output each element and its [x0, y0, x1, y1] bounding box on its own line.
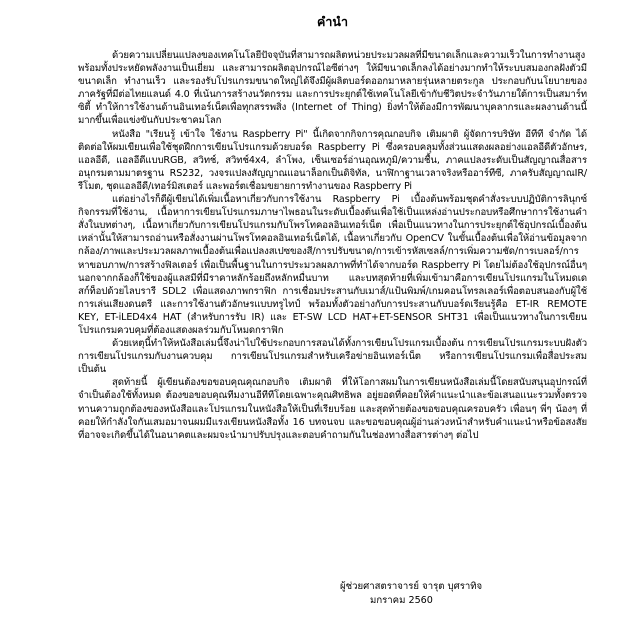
- author-name: ผู้ช่วยศาสตราจารย์ จารุต บุศราทิจ: [340, 581, 483, 592]
- paragraph-3: แต่อย่างไรก็ดีผู้เขียนได้เพิ่มเนื้อหาเกี่ยวกับการใช้งาน Raspberry Pi เบื้องต้นพร้อมชุดคำสั่งระบบปฏิบัติการลินุกซ์กิจกรรมที่ใช้งาน, เนื้อหาการเขียนโปรแกรมภาษาไพธอนในระดับเบื้องต้นเพื่อใช้เป็นแหล่งอ่านประกอบหรือศึกษาการใช้งานคำสั่งในบทต่างๆ, เนื้อหาเกี่ยวกับการเขียนโปรแกรมกับโพรโทคอลอินเทอร์เน็ต เพื่อเป็นแนวทางในการประยุกต์ใช้อุปกรณ์เบื้องต้นเหล่านั้นให้สามารถอ่านหรือสั่งงานผ่านโพรโทคอลอินเทอร์เน็ตได้, เนื้อหาเกี่ยวกับ OpenCV ในขั้นเบื้องต้นเพื่อให้อ่านข้อมูลจากกล้อง/ภาพและประมวลผลภาพเบื้องต้นเพื่อแปลงสเปซของสี/การปรับขนาด/การเข้ารหัสเซลล์/การเพิ่มความชัด/การเบลอร์/การหาขอบภาพ/การสร้างฟิลเตอร์ เพื่อเป็นพื้นฐานในการประมวลผลภาพที่ทำได้จากบอร์ด Raspberry Pi โดยไม่ต้องใช้อุปกรณ์อื่นๆ นอกจากกล้องก็ใช้ของผู้แลสมีที่มีราคาหลักร้อยถึงหลักหมื่นบาท และบทสุดท้ายที่เพิ่มเข้ามาคือการเขียนโปรแกรมในโหมดเดสก์ท็อปด้วยไลบรารี SDL2 เพื่อแสดงภาพกราฟิก การเชื่อมประสานกับเมาส์/แป้นพิมพ์/เกมคอนโทรลเลอร์เพื่อตอบสนองกับผู้ใช้ การเล่นเสียงดนตรี และการใช้งานตัวอักษรแบบทรูไทป์ พร้อมทั้งตัวอย่างกับการประสานกับบอร์ดเรียนรู้คือ ET-IR REMOTE KEY, ET-iLED4x4 HAT (สำหรับการรับ IR) และ ET-SW LCD HAT+ET-SENSOR SHT31 เพื่อเป็นแนวทางในการเขียนโปรแกรมควบคุมที่ต้องแสดงผลร่วมกับโหมดกราฟิก: [78, 194, 587, 336]
- signature-block: [340, 580, 482, 608]
- signature-date: มกราคม 2560: [370, 595, 433, 606]
- paragraph-4: ด้วยเหตุนี้ทำให้หนังสือเล่มนี้จึงน่าไปใช้ประกอบการสอนได้ทั้งการเขียนโปรแกรมเบื้องต้น การเขียนโปรแกรมระบบฝังตัว การเขียนโปรแกรมกับงานควบคุม การเขียนโปรแกรมสำหรับเครือข่ายอินเทอร์เน็ต หรือการเขียนโปรแกรมเพื่อสื่อประสม เป็นต้น: [78, 338, 587, 376]
- paragraph-5: สุดท้ายนี้ ผู้เขียนต้องขอขอบคุณคุณกอบกิจ เติมผาติ ที่ให้โอกาสผมในการเขียนหนังสือเล่มนี้โดยสนับสนุนอุปกรณ์ที่จำเป็นต้องใช้ทั้งหมด ต้องขอขอบคุณทีมงานอีทีทีโดยเฉพาะคุณศิทธิพล อยู่ยอดที่คอยให้คำแนะนำและข้อเสนอแนะรวมทั้งตรวจทานความถูกต้องของหนังสือและโปรแกรมในหนังสือให้เป็นที่เรียบร้อย และสุดท้ายต้องขอขอบคุณครอบครัว เพื่อนๆ พี่ๆ น้องๆ ที่คอยให้กำลังใจกันเสมอมาจนผมมีแรงเขียนหนังสือทั้ง 16 บทจนจบ และขอขอบคุณผู้อ่านล่วงหน้าสำหรับคำแนะนำหรือข้อสงสัยที่อาจจะเกิดขึ้นได้ในอนาคตและผมจะนำมาปรับปรุงและตอบคำถามกันในช่องทางสื่อสารต่างๆ ต่อไป: [78, 377, 587, 441]
- paragraph-2: หนังสือ "เรียนรู้ เข้าใจ ใช้งาน Raspberry Pi" นี้เกิดจากกิจการคุณกอบกิจ เติมผาติ ผู้จัดการบริษัท อีทีที จำกัด ได้ติดต่อให้ผมเขียนเพื่อใช้ชุดฝึกการเขียนโปรแกรมด้วยบอร์ด Raspberry Pi ซึ่งครอบคลุมทั้งส่วนแสดงผลอย่างแอลอีดีตัวอักษร, แอลอีดี, แอลอีดีแบบRGB, สวิทช์, สวิทช์4x4, ลำโพง, เซ็นเซอร์อ่านอุณหภูมิ/ความชื้น, ภาคแปลงระดับเป็นสัญญาณสื่อสารอนุกรมตามมาตรฐาน RS232, วงจรแปลงสัญญาณแอนาล็อกเป็นดิจิทัล, นาฬิกาฐานเวลาจริงหรืออาร์ทีซี, ภาครับสัญญาณIR/รีโมต, ชุดแอลอีดี/เทอร์มิสเตอร์ และพอร์ตเชื่อมขยายการทำงานของ Raspberry Pi: [78, 128, 587, 192]
- paragraph-1: ด้วยความเปลี่ยนแปลงของเทคโนโลยีปัจจุบันที่สามารถผลิตหน่วยประมวลผลที่มีขนาดเล็กและความเร็วในการทำงานสูงพร้อมทั้งประหยัดพลังงานเป็นเยี่ยม และสามารถผลิตอุปกรณ์ไอซีต่างๆ ให้มีขนาดเล็กลงได้อย่างมากทำให้ระบบสมองกลฝังตัวมีขนาดเล็ก ทำงานเร็ว และรองรับโปรแกรมขนาดใหญ่ได้จึงมีผู้ผลิตบอร์ดออกมาหลายรุ่นหลายตระกูล ประกอบกับนโยบายของภาครัฐที่มีต่อไทยแลนด์ 4.0 ที่เน้นการสร้างนวัตกรรม และการประยุกต์ใช้เทคโนโลยีเข้ากับชีวิตประจำวันภายใต้การเป็นสมาร์ทซิตี้ ทำให้การใช้งานด้านอินเทอร์เน็ตเพื่อทุกสรรพสิ่ง (Internet of Thing) ยิ่งทำให้ต้องมีการพัฒนาบุคลากรและผลงานด้านนี้มากขึ้นเพื่อแข่งขันกับประชาคมโลก: [78, 50, 587, 127]
- page-title: คำนำ: [317, 14, 348, 29]
